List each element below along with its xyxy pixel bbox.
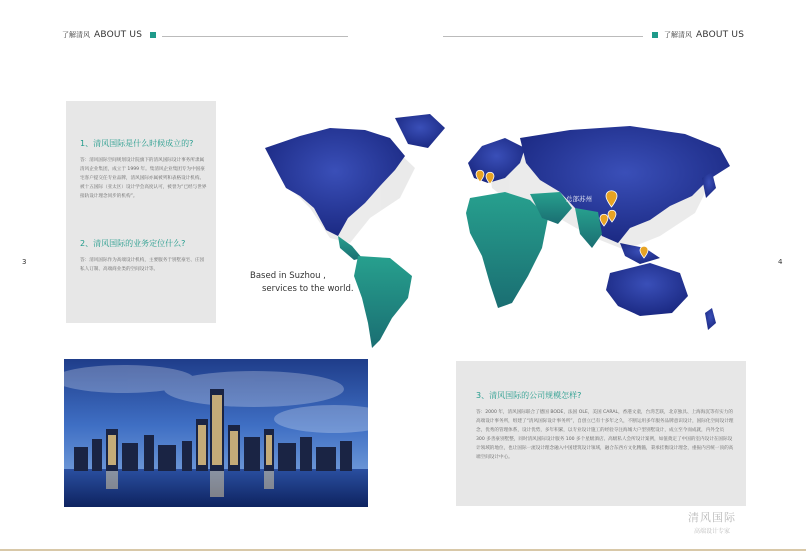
brand-logo bbox=[688, 509, 736, 535]
answer-1: 答：清风国际空间规划设计院旗下的清风国际设计事务所隶属清风企业集团，成立于 1999 年。集清风企业集团专为中国豪宅客户提交任专业品牌，清风国际亦属被列和表格设计机构。被十五国际（亚太区）设计学会高度认可，被誉为“已经与世界接轨设计理念同步的机构”。 bbox=[80, 158, 207, 199]
tagline-line-2: services to the world. bbox=[262, 284, 354, 294]
tagline-line-1: Based in Suzhou , bbox=[250, 271, 326, 281]
header-left-cn: 了解清风 bbox=[62, 31, 90, 39]
logo-sub: 高端设计专家 bbox=[693, 528, 730, 535]
header-left bbox=[62, 30, 156, 40]
header-right bbox=[652, 30, 744, 40]
answer-3: 答：2000 年，清风国际联合了德国 BODE，法国 OLE，美国 CARAL，香港文童，台湾艺联，北京独具、上海海沉等有实力的高端设计事务所，组建了“清风国际设计事务所”，自创立已有十多年之久，不断运用多年服务品牌意识设计，国际化空间设计理念，优秀的管理体系，设计优势，多年积累，以专业设计施工的经验夺注海城大户型别墅设计，成立至今而成就，内外全员 300 多善豪别墅整，同时清风国际设计服务 100 多个星级酒店、高级私人会所设计案例，如值奠定了中国的室内设计在国际设计领域的地位，也让国际一流设计理念融入中国建筑设计领域，融合东西方文化精髓，秉承挂衡设计理念，重振内宫统一顶的高端空间设计中心。 bbox=[476, 410, 734, 460]
header-rule-left bbox=[162, 36, 348, 37]
accent-square-icon bbox=[150, 32, 156, 38]
asia bbox=[520, 126, 730, 243]
question-3: 3、清风国际的公司规模怎样? bbox=[476, 391, 582, 400]
faq-box-1 bbox=[66, 101, 216, 323]
logo-main: 清风国际 bbox=[688, 511, 736, 524]
header-rule-right bbox=[443, 36, 643, 37]
question-1: 1、清风国际是什么时候成立的? bbox=[80, 139, 194, 148]
greenland bbox=[395, 114, 445, 148]
headquarters-label: 总部苏州 bbox=[566, 195, 592, 203]
accent-square-icon bbox=[652, 32, 658, 38]
southeast-asia bbox=[620, 243, 660, 264]
map-tagline bbox=[250, 270, 354, 296]
new-zealand bbox=[705, 308, 716, 330]
page-number-right: 4 bbox=[778, 258, 783, 266]
india bbox=[575, 208, 602, 248]
answer-2: 答：清风国际作为高端设计机构，主要服务于别墅豪宅、庄园私人订制、高端商业类的空间设计等。 bbox=[80, 258, 205, 272]
header-left-en: ABOUT US bbox=[94, 30, 143, 40]
world-map bbox=[230, 108, 770, 356]
page-number-left: 3 bbox=[22, 258, 27, 266]
south-america bbox=[354, 256, 412, 348]
question-2: 2、清风国际的业务定位什么? bbox=[80, 239, 186, 248]
header-right-cn: 了解清风 bbox=[664, 31, 692, 39]
city-skyline-photo bbox=[64, 359, 368, 507]
africa bbox=[466, 192, 548, 308]
header-right-en: ABOUT US bbox=[696, 30, 745, 40]
australia bbox=[606, 263, 688, 316]
